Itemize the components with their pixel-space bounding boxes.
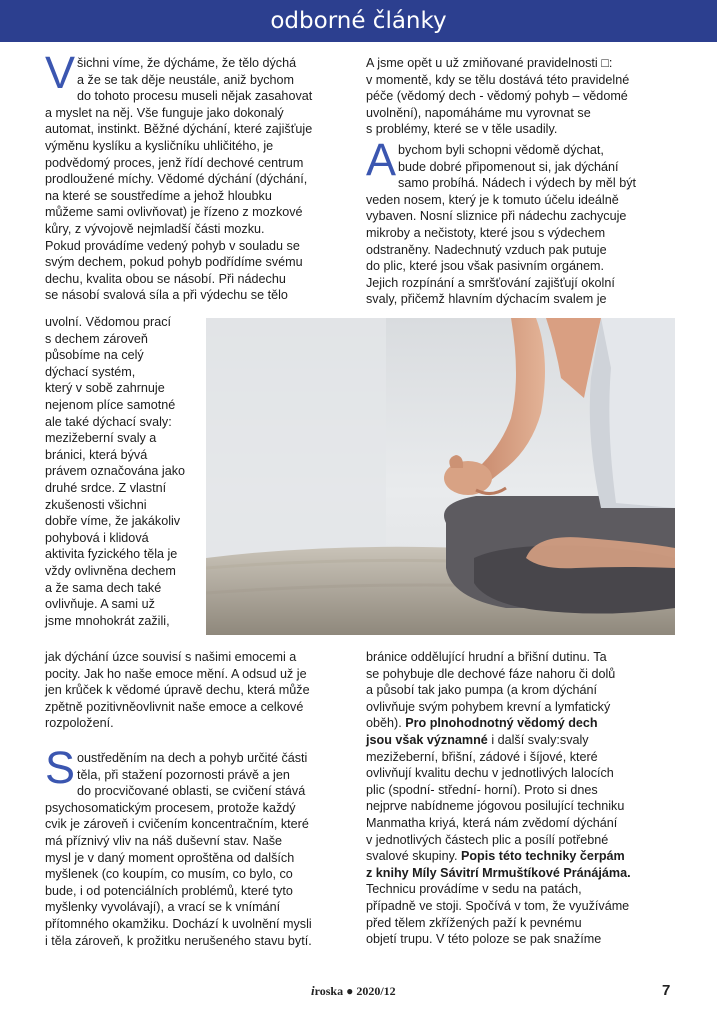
left-column-wide-text: jak dýchání úzce souvisí s našimi emocemi a pocity. Jak ho naše emoce mění. A odsud už je jen krůček k vědomé úpravě dechu, která může zpětně pozitivněovlivnit naše emoce a celkové rozpoložení. <box>45 650 310 731</box>
left-column-paragraph-1 <box>45 47 357 304</box>
section-title: odborné články <box>270 8 447 34</box>
right-column-paragraph-1: A jsme opět u už zmiňované pravidelnosti □: v momentě, kdy se tělu dostává této pravidelné péče (vědomý dech - vědomý pohyb – vědomé uvolnění), napomáháme mu vyrovnat se s problémy, které se v těle usadily. <box>366 56 630 137</box>
paragraph-text: oustředěním na dech a pohyb určité části těla, při stažení pozornosti právě a jen do procvičované oblasti, se cvičení stává psychosomatickým procesem, protože každý cvik je zároveň i cvičením koncentračním, které má příznivý vliv na náš duševní stav. Naše mysl je v daný moment oproštěna od dalších myšlenek (co koupím, co musím, co bylo, co bude, i od potenciálních problémů, které tyto myšlenky vyvolávají), a vrací se k vnímání přítomného okamžiku. Dochází k uvolnění mysli i těla zároveň, k prožitku nerušeného stavu bytí. <box>45 751 312 948</box>
bold-emphasis-1a: Pro plnohodnotný vědomý dech <box>405 716 598 731</box>
bold-emphasis-2a: Popis této techniky čerpám <box>460 849 625 864</box>
yoga-woman-illustration <box>206 318 675 635</box>
page-number: 7 <box>662 982 671 999</box>
left-column-narrow-text: uvolní. Vědomou prací s dechem zároveň působíme na celý dýchací systém, který v sobě zahrnuje nejenom plíce samotné ale také dýchací svaly: mezižeberní svaly a bránici, která bývá právem označována jako druhé srdce. Z vlastní zkušenosti všichni dobře víme, že jakákoliv pohybová i klidová aktivita fyzického těla je vždy ovlivněna dechem a že sama dech také ovlivňuje. A sami už jsme mnohokrát zažili, <box>45 315 186 628</box>
right-column-paragraph-2 <box>366 134 678 308</box>
drop-cap-a: A <box>366 134 397 185</box>
section-title-banner <box>0 0 717 42</box>
magazine-footer <box>311 983 396 999</box>
drop-cap-s: S <box>45 742 76 793</box>
drop-cap-v: V <box>45 47 76 98</box>
yoga-meditation-photo <box>206 318 675 635</box>
paragraph-text: bychom byli schopni vědomě dýchat, bude dobré připomenout si, jak dýchání samo probíhá. Nádech i výdech by měl být veden nosem, který je k tomuto účelu ideálně vybaven. Nosní sliznice při nádechu zachycuje mikroby a nečistoty, které jsou s výdechem odstraněny. Nadechnutý vzduch pak putuje do plic, které jsou však pasivním orgánem. Jejich rozpínání a smršťování zajišťují okolní svaly, přičemž hlavním dýchacím svalem je <box>366 143 637 307</box>
paragraph-text: šichni víme, že dýcháme, že tělo dýchá a že se tak děje neustále, aniž bychom do tohoto procesu museli nějak zasahovat a myslet na něj. Vše funguje jako dokonalý automat, instinkt. Běžné dýchání, které zajišťuje výměnu kyslíku a kysličníku uhličitého, je podvědomý proces, jenž řídí dechové centrum prodloužené míchy. Vědomé dýchání (dýchání, na které se soustředíme a jehož hloubku můžeme sami ovlivňovat) je řízeno z mozkové kůry, z vývojově nejmladší části mozku. Pokud provádíme vedený pohyb v souladu se svým dechem, pokud pohyb podřídíme svému dechu, kvalita obou se násobí. Při nádechu se násobí svalová síla a při výdechu se tělo <box>45 56 313 303</box>
issue-number: 2020/12 <box>356 984 396 998</box>
magazine-logo-i: i <box>311 983 315 998</box>
right-column-paragraph-3: bránice oddělující hrudní a břišní dutinu. Ta se pohybuje dle dechové fáze nahoru či dolů a působí tak jako pumpa (a krom dýchání ovlivňuje svým pohybem krevní a lymfatický oběh). Pro plnohodnotný vědomý dech jsou však významné i další svaly:svaly mezižeberní, břišní, zádové i šíjové, které ovlivňují kvalitu dechu v jednotlivých lalocích plic (spodní- střední- horní). Proto si dnes nejprve nabídneme jógovou posilující techniku Manmatha kriyá, která nám zvědomí dýchání v jednotlivých částech plic a posílí potřebné svalové skupiny. Popis této techniky čerpám z knihy Míly Sávitrí Mrmuštíkové Pránájáma. Technicu provádíme v sedu na patách, případně ve stoji. Spočívá v tom, že využíváme před tělem zkřížených paží k pevnému objetí trupu. V této poloze se pak snažíme <box>366 650 631 947</box>
left-column-paragraph-2 <box>45 742 357 949</box>
bullet-separator: ● <box>346 984 354 998</box>
magazine-name: roska <box>314 984 344 998</box>
bold-emphasis-2b: z knihy Míly Sávitrí Mrmuštíkové Pránájáma. <box>366 865 631 880</box>
bold-emphasis-1b: jsou však významné <box>366 732 488 747</box>
